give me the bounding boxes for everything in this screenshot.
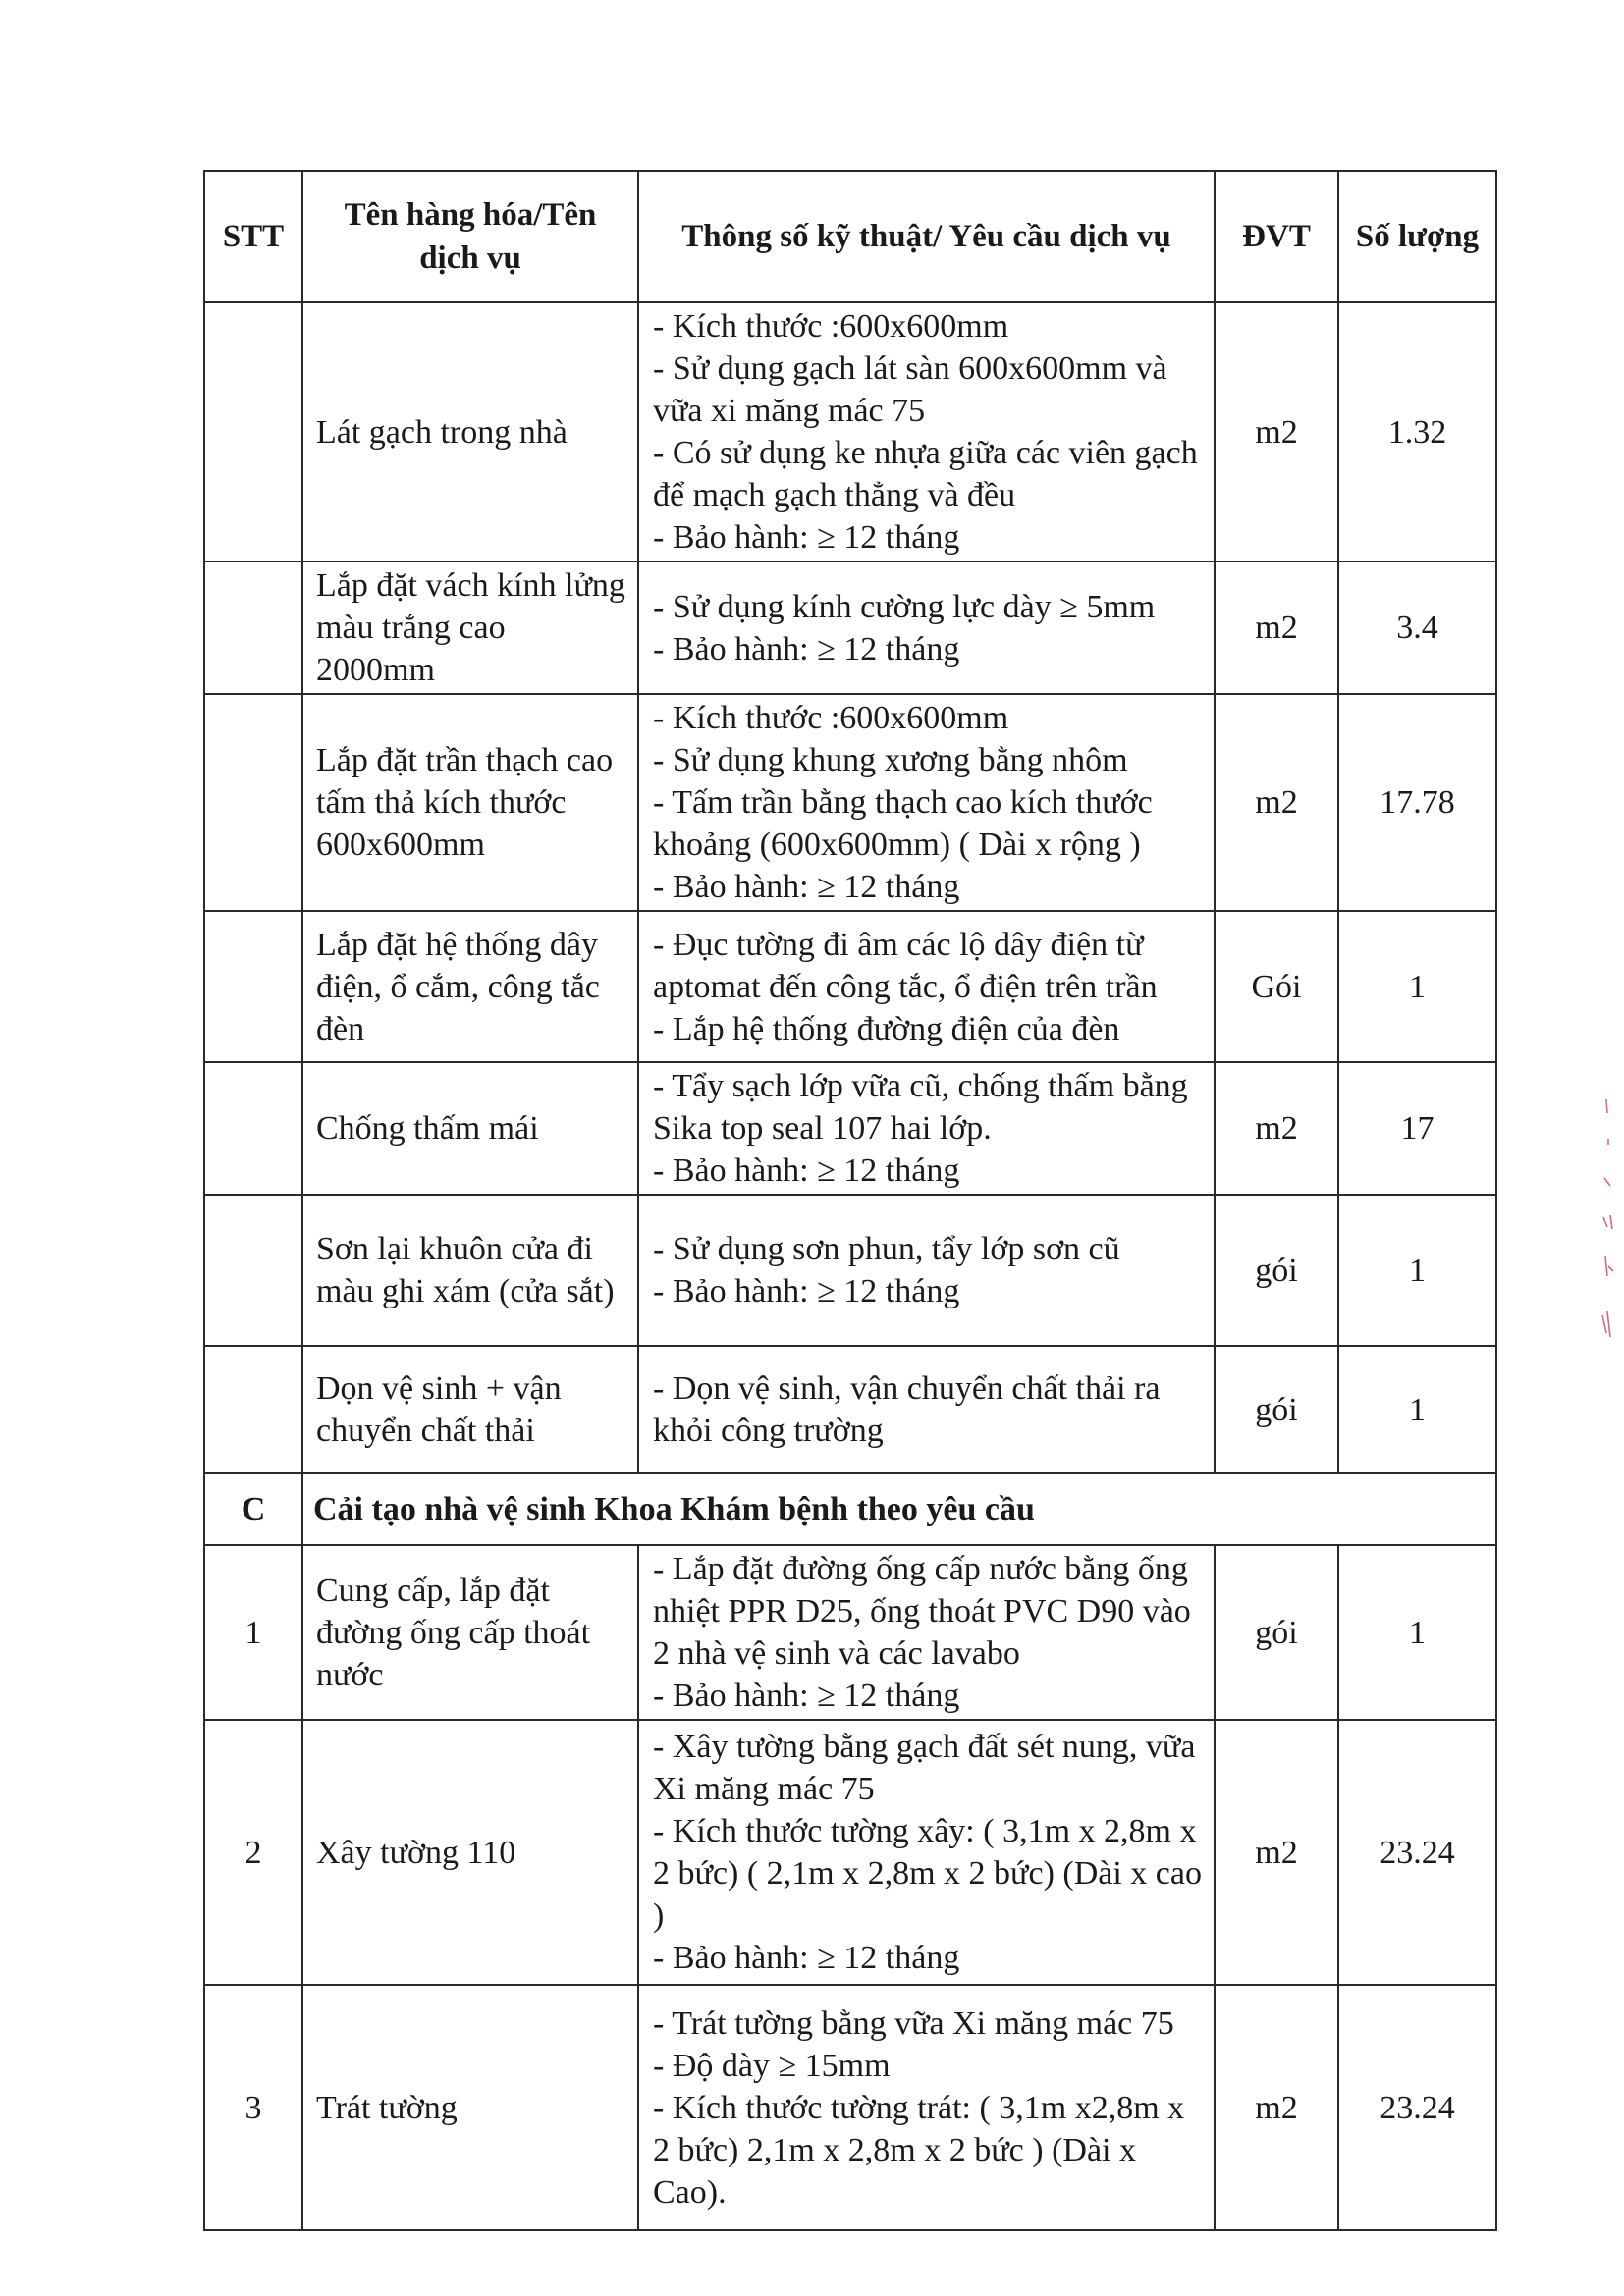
spec-line: - Sử dụng kính cường lực dày ≥ 5mm: [653, 588, 1156, 625]
row-item-name: Lắp đặt hệ thống dây điện, ổ cắm, công tắc đèn: [302, 911, 638, 1062]
spec-line: - Kích thước :600x600mm: [653, 700, 1009, 736]
spec-line: - Lắp đặt đường ống cấp nước bằng ống nhiệt PPR D25, ống thoát PVC D90 vào 2 nhà vệ sinh và các lavabo: [653, 1551, 1191, 1672]
row-quantity: 23.24: [1338, 1985, 1496, 2230]
spec-line: - Dọn vệ sinh, vận chuyển chất thải ra khỏi công trường: [653, 1370, 1161, 1449]
row-unit: Gói: [1215, 911, 1338, 1062]
row-stt: [204, 694, 302, 911]
row-item-name: Trát tường: [302, 1985, 638, 2230]
row-stt: [204, 1346, 302, 1473]
spec-line: - Bảo hành: ≥ 12 tháng: [653, 630, 960, 667]
row-item-name: Lắp đặt vách kính lửng màu trắng cao 2000mm: [302, 561, 638, 694]
spec-line: - Bảo hành: ≥ 12 tháng: [653, 869, 960, 905]
row-stt: [204, 1195, 302, 1346]
row-stt: [204, 561, 302, 694]
row-quantity: 1.32: [1338, 302, 1496, 561]
spec-line: - Tẩy sạch lớp vữa cũ, chống thấm bằng Sika top seal 107 hai lớp.: [653, 1068, 1188, 1147]
header-unit: ĐVT: [1215, 171, 1338, 302]
spec-line: - Sử dụng gạch lát sàn 600x600mm và vữa xi măng mác 75: [653, 350, 1167, 429]
row-unit: m2: [1215, 302, 1338, 561]
spec-line: - Xây tường bằng gạch đất sét nung, vữa Xi măng mác 75: [653, 1729, 1196, 1807]
header-stt: STT: [204, 171, 302, 302]
row-stt: [204, 302, 302, 561]
section-stt: C: [204, 1473, 302, 1545]
row-quantity: 1: [1338, 1195, 1496, 1346]
row-item-name: Dọn vệ sinh + vận chuyển chất thải: [302, 1346, 638, 1473]
row-unit: gói: [1215, 1346, 1338, 1473]
row-unit: gói: [1215, 1545, 1338, 1720]
row-specification: [638, 1062, 1215, 1195]
table-header-row: [204, 171, 1496, 302]
header-quantity: Số lượng: [1338, 171, 1496, 302]
row-specification: [638, 561, 1215, 694]
table-row: [204, 1062, 1496, 1195]
row-unit: m2: [1215, 694, 1338, 911]
row-quantity: 1: [1338, 1346, 1496, 1473]
spec-line: - Độ dày ≥ 15mm: [653, 2047, 891, 2084]
table-row: [204, 1985, 1496, 2230]
spec-line: - Bảo hành: ≥ 12 tháng: [653, 1273, 960, 1309]
spec-line: - Bảo hành: ≥ 12 tháng: [653, 1940, 960, 1976]
row-quantity: 1: [1338, 911, 1496, 1062]
row-stt: 2: [204, 1720, 302, 1985]
specification-table: [203, 170, 1497, 2231]
seal-fragment: [1598, 1070, 1620, 1364]
row-specification: [638, 1720, 1215, 1985]
spec-line: - Đục tường đi âm các lộ dây điện từ aptomat đến công tắc, ổ điện trên trần: [653, 926, 1158, 1005]
spec-line: - Lắp hệ thống đường điện của đèn: [653, 1010, 1120, 1047]
row-unit: gói: [1215, 1195, 1338, 1346]
row-stt: [204, 911, 302, 1062]
spec-line: - Kích thước tường xây: ( 3,1m x 2,8m x 2 bức) ( 2,1m x 2,8m x 2 bức) (Dài x cao ): [653, 1813, 1202, 1934]
table-row: [204, 1720, 1496, 1985]
section-title: Cải tạo nhà vệ sinh Khoa Khám bệnh theo yêu cầu: [302, 1473, 1496, 1545]
table-row: [204, 561, 1496, 694]
row-unit: m2: [1215, 1720, 1338, 1985]
row-item-name: Lát gạch trong nhà: [302, 302, 638, 561]
row-quantity: 23.24: [1338, 1720, 1496, 1985]
row-unit: m2: [1215, 561, 1338, 694]
row-stt: 1: [204, 1545, 302, 1720]
row-stt: [204, 1062, 302, 1195]
table-row: [204, 1545, 1496, 1720]
row-specification: [638, 694, 1215, 911]
row-item-name: Xây tường 110: [302, 1720, 638, 1985]
row-unit: m2: [1215, 1062, 1338, 1195]
row-quantity: 17: [1338, 1062, 1496, 1195]
header-specification: Thông số kỹ thuật/ Yêu cầu dịch vụ: [638, 171, 1215, 302]
row-item-name: Lắp đặt trần thạch cao tấm thả kích thước 600x600mm: [302, 694, 638, 911]
spec-line: - Bảo hành: ≥ 12 tháng: [653, 1678, 960, 1714]
row-unit: m2: [1215, 1985, 1338, 2230]
spec-line: - Sử dụng sơn phun, tẩy lớp sơn cũ: [653, 1231, 1120, 1267]
row-quantity: 17.78: [1338, 694, 1496, 911]
row-stt: 3: [204, 1985, 302, 2230]
row-specification: [638, 1195, 1215, 1346]
row-item-name: Sơn lại khuôn cửa đi màu ghi xám (cửa sắt): [302, 1195, 638, 1346]
spec-line: - Có sử dụng ke nhựa giữa các viên gạch để mạch gạch thẳng và đều: [653, 435, 1198, 513]
row-quantity: 1: [1338, 1545, 1496, 1720]
table-row: [204, 302, 1496, 561]
table-row: [204, 1195, 1496, 1346]
row-specification: [638, 1985, 1215, 2230]
table-row: [204, 694, 1496, 911]
table-row: [204, 911, 1496, 1062]
row-specification: [638, 1545, 1215, 1720]
spec-line: - Bảo hành: ≥ 12 tháng: [653, 1152, 960, 1189]
spec-line: - Bảo hành: ≥ 12 tháng: [653, 519, 960, 556]
spec-line: - Trát tường bằng vữa Xi măng mác 75: [653, 2004, 1174, 2042]
row-item-name: Chống thấm mái: [302, 1062, 638, 1195]
spec-line: - Kích thước :600x600mm: [653, 308, 1009, 345]
row-specification: [638, 911, 1215, 1062]
row-quantity: 3.4: [1338, 561, 1496, 694]
table-row: [204, 1346, 1496, 1473]
section-header-row: [204, 1473, 1496, 1545]
spec-line: - Kích thước tường trát: ( 3,1m x2,8m x 2 bức) 2,1m x 2,8m x 2 bức ) (Dài x Cao).: [653, 2089, 1185, 2211]
row-specification: [638, 302, 1215, 561]
row-specification: [638, 1346, 1215, 1473]
header-item-name: Tên hàng hóa/Tên dịch vụ: [302, 171, 638, 302]
spec-line: - Sử dụng khung xương bằng nhôm: [653, 742, 1128, 778]
row-item-name: Cung cấp, lắp đặt đường ống cấp thoát nước: [302, 1545, 638, 1720]
spec-line: - Tấm trần bằng thạch cao kích thước khoảng (600x600mm) ( Dài x rộng ): [653, 784, 1153, 863]
